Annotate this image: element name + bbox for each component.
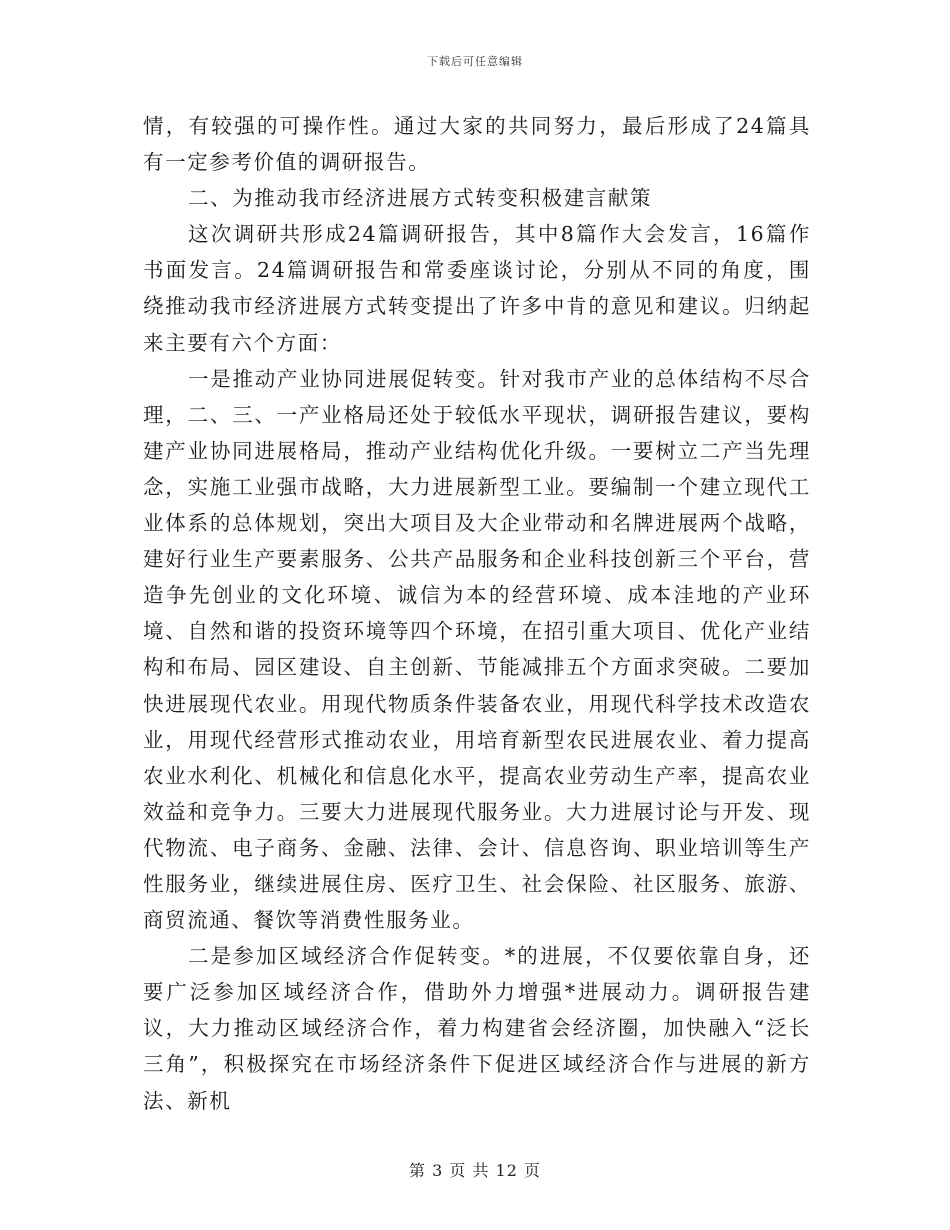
body-paragraph: 二是参加区域经济合作促转变。*的进展，不仅要依靠自身，还要广泛参加区域经济合作，借助外力增强*进展动力。调研报告建议，大力推动区域经济合作，着力构建省会经济圈，加快融入“泛长三角”，积极探究在市场经济条件下促进区域经济合作与进展的新方法、新机: [143, 944, 811, 1113]
page-header-note: 下载后可任意编辑: [427, 55, 523, 68]
body-paragraph: 情，有较强的可操作性。通过大家的共同努力，最后形成了24篇具有一定参考价值的调研报告。: [143, 114, 811, 175]
document-body: [143, 108, 811, 1119]
section-heading: 二、为推动我市经济进展方式转变积极建言献策: [188, 186, 653, 211]
body-paragraph: 一是推动产业协同进展促转变。针对我市产业的总体结构不尽合理，二、三、一产业格局还处于较低水平现状，调研报告建议，要构建产业协同进展格局，推动产业结构优化升级。一要树立二产当先理念，实施工业强市战略，大力进展新型工业。要编制一个建立现代工业体系的总体规划，突出大项目及大企业带动和名牌进展两个战略，建好行业生产要素服务、公共产品服务和企业科技创新三个平台，营造争先创业的文化环境、诚信为本的经营环境、成本洼地的产业环境、自然和谐的投资环境等四个环境，在招引重大项目、优化产业结构和布局、园区建设、自主创新、节能减排五个方面求突破。二要加快进展现代农业。用现代物质条件装备农业，用现代科学技术改造农业，用现代经营形式推动农业，用培育新型农民进展农业、着力提高农业水利化、机械化和信息化水平，提高农业劳动生产率，提高农业效益和竞争力。三要大力进展现代服务业。大力进展讨论与开发、现代物流、电子商务、金融、法律、会计、信息咨询、职业培训等生产性服务业，继续进展住房、医疗卫生、社会保险、社区服务、旅游、商贸流通、餐饮等消费性服务业。: [143, 366, 811, 933]
page-number-footer: 第 3 页 共 12 页: [409, 1161, 541, 1180]
body-paragraph: 这次调研共形成24篇调研报告，其中8篇作大会发言，16篇作书面发言。24篇调研报告和常委座谈讨论，分别从不同的角度，围绕推动我市经济进展方式转变提出了许多中肯的意见和建议。归纳起来主要有六个方面：: [143, 222, 811, 355]
